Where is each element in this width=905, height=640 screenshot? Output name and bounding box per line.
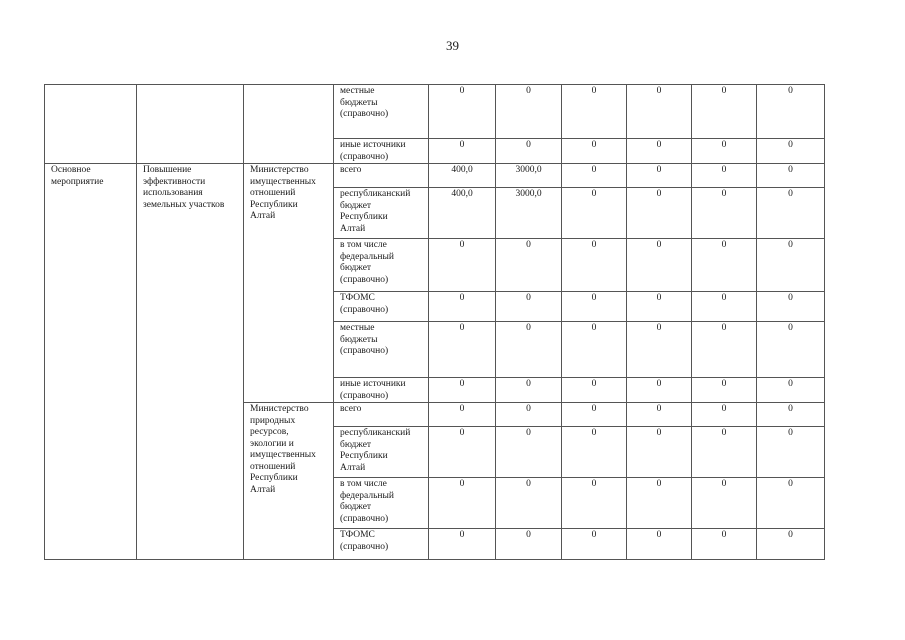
funding-source-text: республиканский бюджет Республики Алтай bbox=[340, 189, 411, 234]
empty-continuation-cell bbox=[45, 85, 137, 164]
value-cell: 0 bbox=[562, 478, 627, 529]
funding-source-text: республиканский бюджет Республики Алтай bbox=[340, 428, 411, 473]
value-cell: 400,0 bbox=[429, 164, 496, 188]
value-cell: 0 bbox=[627, 378, 692, 403]
value-cell: 0 bbox=[692, 478, 757, 529]
event-name-cell bbox=[137, 164, 244, 560]
value-cell: 0 bbox=[562, 403, 627, 427]
value-cell: 0 bbox=[429, 322, 496, 378]
value-cell: 0 bbox=[692, 403, 757, 427]
funding-source-cell bbox=[334, 403, 429, 427]
value-cell: 0 bbox=[757, 403, 825, 427]
value-cell: 0 bbox=[692, 322, 757, 378]
value-cell: 0 bbox=[496, 378, 562, 403]
value-cell: 0 bbox=[757, 478, 825, 529]
value-cell: 0 bbox=[627, 239, 692, 292]
value-cell: 0 bbox=[429, 292, 496, 322]
funding-source-text: в том числе федеральный бюджет (справочно) bbox=[340, 479, 394, 524]
value-cell: 0 bbox=[757, 164, 825, 188]
funding-source-cell bbox=[334, 478, 429, 529]
funding-source-cell bbox=[334, 139, 429, 164]
value-cell: 3000,0 bbox=[496, 188, 562, 239]
value-cell: 0 bbox=[757, 239, 825, 292]
value-cell: 0 bbox=[627, 292, 692, 322]
value-cell: 0 bbox=[562, 427, 627, 478]
executor-cell bbox=[244, 403, 334, 560]
value-cell: 0 bbox=[429, 139, 496, 164]
value-cell: 0 bbox=[496, 139, 562, 164]
value-cell: 400,0 bbox=[429, 188, 496, 239]
value-cell: 3000,0 bbox=[496, 164, 562, 188]
value-cell: 0 bbox=[562, 292, 627, 322]
empty-continuation-cell bbox=[244, 85, 334, 164]
value-cell: 0 bbox=[496, 478, 562, 529]
funding-source-cell bbox=[334, 292, 429, 322]
value-cell: 0 bbox=[692, 164, 757, 188]
funding-source-cell bbox=[334, 239, 429, 292]
value-cell: 0 bbox=[429, 378, 496, 403]
funding-source-text: местные бюджеты (справочно) bbox=[340, 86, 389, 119]
funding-source-cell bbox=[334, 164, 429, 188]
cell-text: Министерство имущественных отношений Республики Алтай bbox=[250, 165, 316, 221]
funding-source-text: ТФОМС (справочно) bbox=[340, 530, 389, 552]
cell-text: Основное мероприятие bbox=[51, 165, 104, 187]
page-number: 39 bbox=[446, 38, 459, 53]
value-cell: 0 bbox=[562, 529, 627, 560]
value-cell: 0 bbox=[429, 239, 496, 292]
table-row bbox=[45, 85, 825, 139]
table-row bbox=[45, 164, 825, 188]
funding-source-cell bbox=[334, 188, 429, 239]
value-cell: 0 bbox=[627, 322, 692, 378]
value-cell: 0 bbox=[692, 427, 757, 478]
value-cell: 0 bbox=[757, 322, 825, 378]
funding-source-text: в том числе федеральный бюджет (справочно) bbox=[340, 240, 394, 285]
value-cell: 0 bbox=[429, 529, 496, 560]
value-cell: 0 bbox=[429, 427, 496, 478]
value-cell: 0 bbox=[496, 85, 562, 139]
funding-source-cell bbox=[334, 322, 429, 378]
value-cell: 0 bbox=[692, 239, 757, 292]
value-cell: 0 bbox=[562, 378, 627, 403]
value-cell: 0 bbox=[627, 188, 692, 239]
value-cell: 0 bbox=[757, 378, 825, 403]
value-cell: 0 bbox=[496, 529, 562, 560]
financing-table bbox=[44, 84, 825, 560]
value-cell: 0 bbox=[627, 478, 692, 529]
status-cell bbox=[45, 164, 137, 560]
value-cell: 0 bbox=[627, 529, 692, 560]
value-cell: 0 bbox=[562, 139, 627, 164]
value-cell: 0 bbox=[496, 403, 562, 427]
value-cell: 0 bbox=[627, 427, 692, 478]
value-cell: 0 bbox=[562, 164, 627, 188]
empty-continuation-cell bbox=[137, 85, 244, 164]
funding-source-cell bbox=[334, 427, 429, 478]
value-cell: 0 bbox=[627, 85, 692, 139]
value-cell: 0 bbox=[692, 529, 757, 560]
value-cell: 0 bbox=[562, 322, 627, 378]
value-cell: 0 bbox=[496, 427, 562, 478]
funding-source-cell bbox=[334, 529, 429, 560]
cell-text: Министерство природных ресурсов, экологии и имущественных отношений Республики Алтай bbox=[250, 404, 316, 495]
value-cell: 0 bbox=[496, 239, 562, 292]
funding-source-text: иные источники (справочно) bbox=[340, 140, 406, 162]
value-cell: 0 bbox=[429, 478, 496, 529]
value-cell: 0 bbox=[496, 322, 562, 378]
value-cell: 0 bbox=[757, 427, 825, 478]
value-cell: 0 bbox=[757, 529, 825, 560]
value-cell: 0 bbox=[562, 239, 627, 292]
value-cell: 0 bbox=[562, 85, 627, 139]
value-cell: 0 bbox=[429, 85, 496, 139]
value-cell: 0 bbox=[692, 292, 757, 322]
value-cell: 0 bbox=[429, 403, 496, 427]
funding-source-cell bbox=[334, 85, 429, 139]
funding-source-text: всего bbox=[340, 404, 362, 414]
funding-source-text: ТФОМС (справочно) bbox=[340, 293, 389, 315]
funding-source-text: местные бюджеты (справочно) bbox=[340, 323, 389, 356]
value-cell: 0 bbox=[692, 378, 757, 403]
value-cell: 0 bbox=[627, 139, 692, 164]
value-cell: 0 bbox=[627, 403, 692, 427]
value-cell: 0 bbox=[692, 188, 757, 239]
value-cell: 0 bbox=[757, 292, 825, 322]
value-cell: 0 bbox=[496, 292, 562, 322]
funding-source-cell bbox=[334, 378, 429, 403]
value-cell: 0 bbox=[757, 85, 825, 139]
value-cell: 0 bbox=[627, 164, 692, 188]
cell-text: Повышение эффективности использования земельных участков bbox=[143, 165, 225, 210]
funding-source-text: всего bbox=[340, 165, 362, 175]
value-cell: 0 bbox=[692, 139, 757, 164]
value-cell: 0 bbox=[757, 139, 825, 164]
executor-cell bbox=[244, 164, 334, 403]
value-cell: 0 bbox=[562, 188, 627, 239]
value-cell: 0 bbox=[692, 85, 757, 139]
value-cell: 0 bbox=[757, 188, 825, 239]
funding-source-text: иные источники (справочно) bbox=[340, 379, 406, 401]
